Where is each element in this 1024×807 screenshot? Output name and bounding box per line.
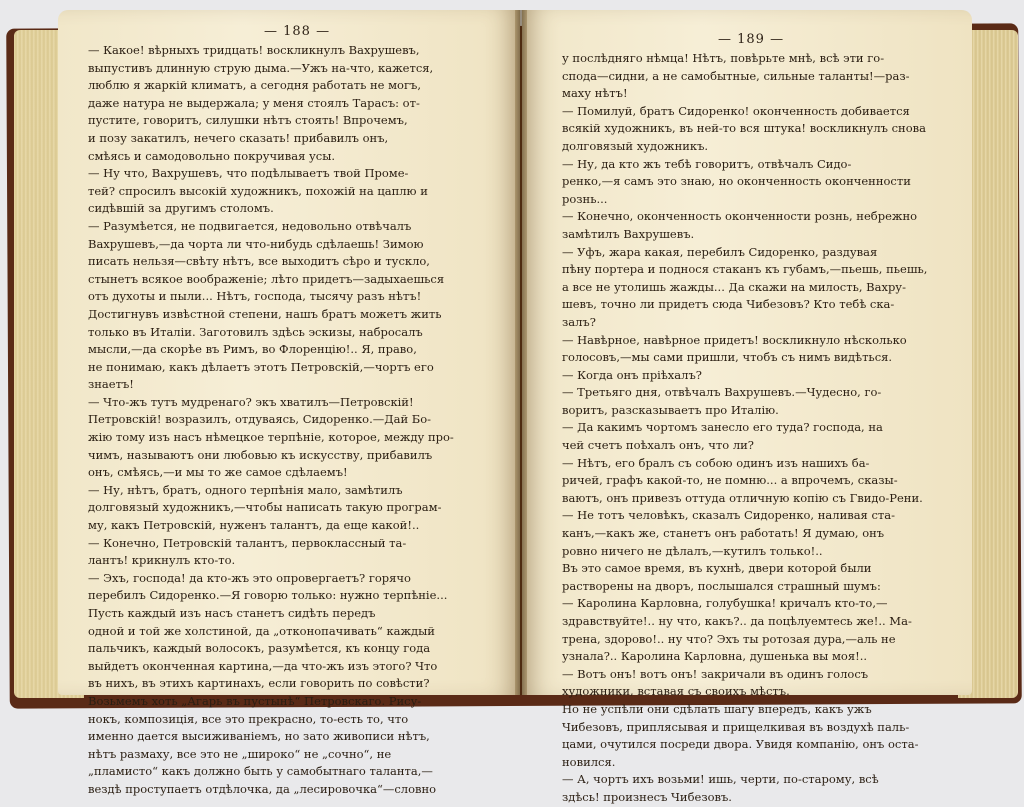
text-line: знаетъ!: [88, 377, 134, 392]
text-line: — Разумѣется, не подвигается, недовольно отвѣчалъ: [88, 218, 412, 233]
text-line: ваютъ, онъ привезъ оттуда отличную копію съ Гвидо-Рени.: [562, 490, 923, 505]
text-line: перебилъ Сидоренко.—Я говорю только: нужно терпѣніе...: [88, 588, 448, 603]
text-line: — Какое! вѣрныхъ тридцать! воскликнулъ Вахрушевъ,: [88, 43, 420, 57]
text-line: ренко,—я самъ это знаю, но оконченность оконченности: [562, 174, 911, 189]
text-line: стынетъ всякое воображеніе; лѣто придетъ—задыхаешься: [88, 271, 445, 286]
text-line: замѣтилъ Вахрушевъ.: [562, 226, 695, 241]
text-line: — Конечно, оконченность оконченности рознь, небрежно: [562, 209, 918, 224]
text-line: — Помилуй, братъ Сидоренко! оконченность добивается: [562, 103, 910, 118]
text-line: люблю я жаркій климатъ, а сегодня работать не могъ,: [88, 78, 421, 93]
text-line: пустите, говоритъ, силушки нѣтъ стоять! Впрочемъ,: [88, 113, 408, 128]
text-line: маху нѣтъ!: [562, 86, 628, 101]
text-line: — Вотъ онъ! вотъ онъ! закричали въ одинъ голосъ: [562, 666, 869, 681]
left-page: [58, 10, 520, 796]
text-line: писать нельзя—свѣту нѣтъ, все выходитъ сѣро и тускло,: [88, 254, 430, 269]
text-line: трена, здорово!.. ну что? Эхъ ты ротозая дура,—аль не: [562, 631, 896, 646]
right-page: [522, 10, 972, 804]
book-gutter: [515, 10, 527, 695]
text-line: — Третьяго дня, отвѣчалъ Вахрушевъ.—Чудесно, го-: [562, 385, 882, 400]
left-page-text: [88, 42, 454, 799]
text-line: — А, чортъ ихъ возьми! ишь, черти, по-старому, всѣ: [562, 772, 879, 787]
text-line: рознь...: [562, 191, 608, 206]
text-line: — Не тотъ человѣкъ, сказалъ Сидоренко, наливая ста-: [562, 508, 896, 523]
text-line: — Навѣрное, навѣрное придетъ! воскликнуло нѣсколько: [562, 332, 907, 347]
text-line: му, какъ Петровскій, нуженъ талантъ, да еще какой!..: [88, 518, 420, 533]
text-line: а все не утолишь жажды... Да скажи на милость, Вахру-: [562, 279, 906, 294]
text-line: здравствуйте!.. ну что, какъ?.. да поцѣлуемтесь же!.. Ма-: [562, 614, 912, 628]
text-line: и позу закатилъ, нечего сказать! прибавилъ онъ,: [88, 130, 389, 145]
text-line: долговязый художникъ,—чтобы написать такую програм-: [88, 500, 442, 515]
text-line: мысли,—да скорѣе въ Римъ, во Флоренцію!.. Я, право,: [88, 342, 417, 357]
text-line: цами, очутился посреди двора. Увидя компанію, онъ оста-: [562, 737, 919, 752]
text-line: — Ну, нѣтъ, братъ, одного терпѣнія мало, замѣтилъ: [88, 482, 403, 497]
text-line: Возьмемъ хоть „Агарь въ пустынѣ“ Петровскаго. Рису-: [88, 693, 422, 708]
text-line: именно дается высиживаніемъ, но зато живописи нѣтъ,: [88, 729, 430, 744]
text-line: не понимаю, какъ дѣлаетъ этотъ Петровскій,—чортъ его: [88, 359, 434, 374]
text-line: здѣсь! произнесъ Чибезовъ.: [562, 789, 732, 804]
text-line: долговязый художникъ.: [562, 138, 709, 153]
text-line: канъ,—какъ же, станетъ онъ работать! Я думаю, онъ: [562, 526, 885, 541]
text-line: смѣясь и самодовольно покручивая усы.: [88, 148, 336, 163]
text-line: отъ духоты и пыли... Нѣтъ, господа, тысячу разъ нѣтъ!: [88, 289, 422, 304]
left-page-number: — 188 —: [264, 24, 331, 39]
text-line: онъ, смѣясь,—и мы то же самое сдѣлаемъ!: [88, 465, 348, 480]
text-line: художники, вставая съ своихъ мѣстъ.: [562, 684, 790, 699]
text-line: ровно ничего не дѣлалъ,—кутилъ только!..: [562, 543, 823, 558]
text-line: чимъ, называютъ они любовью къ искусству, прибавилъ: [88, 447, 433, 462]
text-line: узнала?.. Каролина Карловна, душенька вы моя!..: [562, 649, 868, 664]
text-line: Чибезовъ, приплясывая и прищелкивая въ воздухѣ паль-: [562, 719, 910, 734]
text-line: новился.: [562, 754, 616, 769]
text-line: — Уфъ, жара какая, перебилъ Сидоренко, раздувая: [562, 244, 878, 259]
text-line: пѣну портера и поднося стаканъ къ губамъ,—пьешь, пьешь,: [562, 262, 928, 277]
text-line: Но не успѣли они сдѣлать шагу впередъ, какъ ужъ: [562, 701, 872, 716]
text-line: у послѣдняго нѣмца! Нѣтъ, повѣрьте мнѣ, всѣ эти го-: [562, 51, 885, 65]
text-line: всякій художникъ, въ ней-то вся штука! воскликнулъ снова: [562, 121, 926, 136]
text-line: — Ну что, Вахрушевъ, что подѣлываетъ твой Проме-: [88, 166, 409, 181]
text-line: нокъ, композиція, все это прекрасно, то-есть то, что: [88, 711, 409, 726]
text-line: — Когда онъ пріѣхалъ?: [562, 367, 702, 382]
text-line: — Ну, да кто жъ тебѣ говоритъ, отвѣчалъ Сидо-: [562, 156, 852, 171]
text-line: пальчикъ, каждый волосокъ, разумѣется, къ концу года: [88, 641, 431, 656]
text-line: Пусть каждый изъ насъ станетъ сидѣть передъ: [88, 606, 376, 620]
text-line: — Конечно, Петровскій талантъ, первоклассный та-: [88, 535, 407, 550]
text-line: Вахрушевъ,—да чорта ли что-нибудь сдѣлаешь! Зимою: [88, 236, 424, 251]
text-line: сидѣвшій за другимъ столомъ.: [88, 201, 274, 216]
text-line: шевъ, точно ли придетъ сюда Чибезовъ? Кто тебѣ ска-: [562, 297, 895, 312]
right-page-number: — 189 —: [718, 32, 785, 47]
text-line: выпустивъ длинную струю дыма.—Ужъ на-что, кажется,: [88, 60, 434, 75]
text-line: чей счетъ поѣхалъ онъ, что ли?: [562, 438, 754, 453]
text-line: тей? спросилъ высокій художникъ, похожій на цаплю и: [88, 183, 428, 198]
text-line: лантъ! крикнулъ кто-то.: [88, 553, 236, 568]
text-line: воритъ, разсказываетъ про Италію.: [562, 402, 779, 417]
text-line: даже натура не выдержала; у меня стоялъ Тарасъ: от-: [88, 95, 420, 110]
text-line: — Да какимъ чортомъ занесло его туда? господа, на: [562, 420, 883, 435]
text-line: — Нѣтъ, его бралъ съ собою одинъ изъ нашихъ ба-: [562, 455, 870, 470]
right-page-text: [562, 50, 927, 807]
text-line: спода—сидни, а не самобытные, сильные таланты!—раз-: [562, 68, 910, 83]
text-line: Петровскій! возразилъ, отдуваясь, Сидоренко.—Дай Бо-: [88, 412, 432, 427]
text-line: „пламисто“ какъ должно быть у самобытнаго таланта,—: [88, 764, 433, 779]
text-line: Достигнувъ извѣстной степени, нашъ братъ можетъ жить: [88, 306, 442, 321]
text-line: залъ?: [562, 314, 596, 329]
text-line: Въ это самое время, въ кухнѣ, двери которой были: [562, 561, 872, 576]
text-line: голосовъ,—мы сами пришли, чтобъ съ нимъ видѣться.: [562, 350, 893, 365]
text-line: выйдетъ оконченная картина,—да что-жъ изъ этого? Что: [88, 658, 438, 673]
text-line: только въ Италіи. Заготовилъ здѣсь эскизы, набросалъ: [88, 324, 423, 339]
text-line: — Эхъ, господа! да кто-жъ это опровергаетъ? горячо: [88, 570, 411, 585]
text-line: одной и той же холстиной, да „отконопачивать“ каждый: [88, 623, 435, 638]
text-line: — Каролина Карловна, голубушка! кричалъ кто-то,—: [562, 596, 888, 611]
text-line: вездѣ проступаетъ отдѣлочка, да „лесировочка“—словно: [88, 781, 437, 796]
text-line: растворены на дворъ, послышался страшный шумъ:: [562, 578, 881, 593]
text-line: въ нихъ, въ этихъ картинахъ, если говорить по совѣсти?: [88, 676, 430, 691]
text-line: нѣтъ размаху, все это не „широко“ не „сочно“, не: [88, 746, 392, 761]
text-line: — Что-жъ тутъ мудренаго? экъ хватилъ—Петровскій!: [88, 394, 414, 409]
text-line: ричей, графъ какой-то, не помню... а впрочемъ, сказы-: [562, 473, 898, 488]
text-line: жію тому изъ насъ нѣмецкое терпѣніе, которое, между про-: [88, 430, 454, 445]
